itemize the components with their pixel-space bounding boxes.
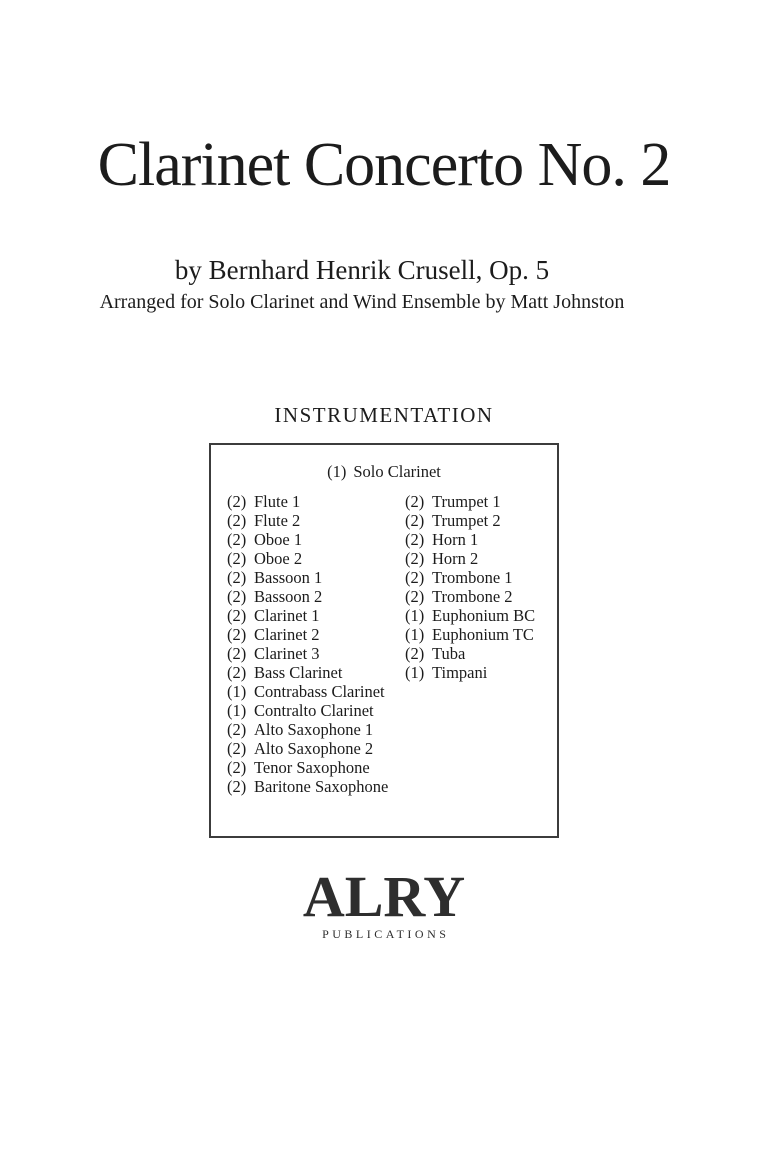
byline-block (0, 254, 746, 314)
instrument-name: Trombone 1 (432, 568, 513, 588)
instrument-row (227, 663, 405, 682)
instrument-name: Oboe 1 (254, 530, 303, 550)
instrumentation-box (209, 443, 559, 838)
instrument-count: (2) (227, 663, 247, 683)
instrument-name: Euphonium BC (432, 606, 536, 626)
instrumentation-heading: INSTRUMENTATION (274, 403, 494, 428)
solo-instrument-line (227, 462, 541, 482)
instrument-count: (2) (227, 777, 247, 797)
instrument-name: Clarinet 2 (254, 625, 320, 645)
instrument-row (227, 587, 405, 606)
instrument-name: Contralto Clarinet (254, 701, 374, 721)
instrument-name: Tenor Saxophone (254, 758, 370, 778)
instrument-name: Bassoon 2 (254, 587, 323, 607)
instrument-name: Baritone Saxophone (254, 777, 389, 797)
instrument-count: (2) (227, 720, 247, 740)
instrument-count: (1) (405, 606, 425, 626)
instrument-row (405, 568, 535, 587)
instrument-row (227, 701, 405, 720)
arranger-line: Arranged for Solo Clarinet and Wind Ensemble by Matt Johnston (99, 291, 625, 314)
instrument-row (405, 663, 535, 682)
cover-page (0, 131, 768, 1158)
instrument-row (405, 511, 535, 530)
instrument-name: Trombone 2 (432, 587, 513, 607)
instrument-count: (2) (227, 587, 247, 607)
instrument-count: (2) (405, 549, 425, 569)
instrument-count: (1) (405, 663, 425, 683)
instrument-name: Horn 2 (432, 549, 479, 569)
instrument-row (405, 625, 535, 644)
instrument-count: (2) (227, 568, 247, 588)
instrument-row (227, 492, 405, 511)
instrument-name: Trumpet 1 (432, 492, 501, 512)
instrument-name: Trumpet 2 (432, 511, 501, 531)
instrument-name: Bassoon 1 (254, 568, 323, 588)
instrument-name: Flute 1 (254, 492, 301, 512)
instrument-count: (2) (405, 644, 425, 664)
instrument-row (227, 511, 405, 530)
instrument-name: Contrabass Clarinet (254, 682, 385, 702)
instrument-row (405, 644, 535, 663)
solo-instrument-name: Solo Clarinet (353, 462, 441, 482)
instrument-row (227, 777, 405, 796)
instrument-row (227, 758, 405, 777)
instrument-count: (2) (405, 568, 425, 588)
instrument-name: Oboe 2 (254, 549, 303, 569)
instrument-name: Horn 1 (432, 530, 479, 550)
instrument-count: (2) (227, 606, 247, 626)
instrument-count: (2) (405, 587, 425, 607)
instrument-row (227, 739, 405, 758)
instrument-count: (2) (227, 549, 247, 569)
instrument-name: Timpani (432, 663, 488, 683)
publisher-logo (0, 864, 768, 942)
instrument-row (227, 720, 405, 739)
instrument-name: Alto Saxophone 1 (254, 720, 374, 740)
instrument-count: (1) (405, 625, 425, 645)
composer-line: by Bernhard Henrik Crusell, Op. 5 (174, 255, 550, 285)
instrument-columns (227, 492, 557, 796)
instrument-row (227, 625, 405, 644)
instrument-count: (2) (227, 530, 247, 550)
instrument-list-left (227, 492, 405, 796)
instrument-count: (1) (227, 682, 247, 702)
instrument-count: (2) (405, 511, 425, 531)
instrument-count: (2) (405, 492, 425, 512)
instrument-row (227, 530, 405, 549)
instrument-name: Bass Clarinet (254, 663, 343, 683)
instrument-row (405, 492, 535, 511)
page-title: Clarinet Concerto No. 2 (97, 131, 671, 199)
solo-instrument-count: (1) (327, 462, 347, 482)
instrument-row (405, 606, 535, 625)
publisher-name: ALRY (302, 864, 466, 930)
instrument-row (227, 568, 405, 587)
instrument-count: (2) (227, 739, 247, 759)
instrument-row (405, 530, 535, 549)
instrument-row (227, 644, 405, 663)
instrument-count: (2) (227, 511, 247, 531)
instrument-row (227, 549, 405, 568)
instrument-name: Clarinet 3 (254, 644, 320, 664)
instrument-count: (2) (405, 530, 425, 550)
instrument-row (405, 587, 535, 606)
instrument-row (227, 606, 405, 625)
instrument-name: Clarinet 1 (254, 606, 320, 626)
instrument-count: (2) (227, 644, 247, 664)
instrument-name: Tuba (432, 644, 466, 664)
instrument-name: Alto Saxophone 2 (254, 739, 374, 759)
instrument-list-right (405, 492, 535, 796)
instrument-row (227, 682, 405, 701)
instrument-count: (2) (227, 625, 247, 645)
instrument-name: Euphonium TC (432, 625, 534, 645)
instrument-count: (2) (227, 492, 247, 512)
instrument-name: Flute 2 (254, 511, 301, 531)
publisher-subtitle: PUBLICATIONS (322, 927, 450, 942)
instrument-row (405, 549, 535, 568)
instrument-count: (1) (227, 701, 247, 721)
instrument-count: (2) (227, 758, 247, 778)
